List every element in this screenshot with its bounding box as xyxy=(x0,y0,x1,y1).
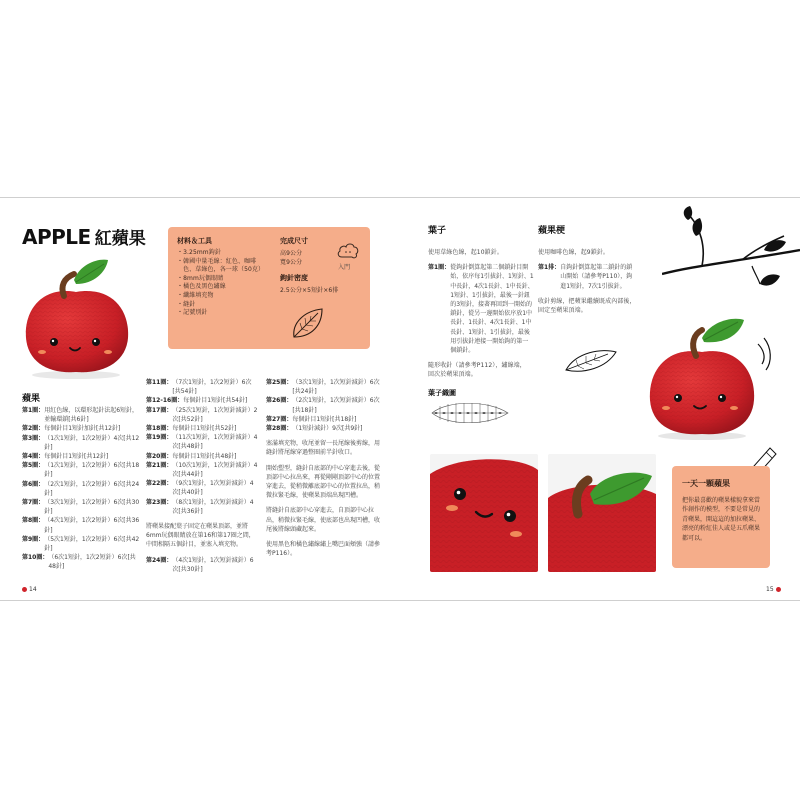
pattern-row: 第25圈： （3次1短針，1次短針減針）6次[共24針] xyxy=(266,379,380,396)
pattern-row: 第26圈： （2次1短針，1次短針減針）6次[共18針] xyxy=(266,397,380,414)
page-number-left: 14 xyxy=(22,586,37,593)
stem-section-title: 蘋果梗 xyxy=(538,226,566,236)
stem-instructions xyxy=(538,248,638,315)
cloud-icon xyxy=(336,241,360,261)
instruction-paragraph: 將縫針自底部中心穿進去，自頂部中心拉出，稍微拉緊毛線，使底部也出現凹槽，收尾後將線頭藏起來。 xyxy=(266,507,381,533)
material-item: 色、草綠色，各一球（50克） xyxy=(177,266,265,274)
leaf-stitch-diagram xyxy=(428,398,514,428)
pattern-row: 第27圈： 每個針目1短針[共18針] xyxy=(266,415,357,423)
material-item: ・8mm玩偶眼睛 xyxy=(177,274,224,282)
gauge-heading: 鉤針密度 xyxy=(280,274,308,283)
right-page xyxy=(400,198,800,601)
tip-title: 一天一顆蘋果 xyxy=(682,479,730,488)
leaf-diagram-title: 葉子織圖 xyxy=(428,389,456,397)
pattern-row: 第20圈： 每個針目1短針[共48針] xyxy=(146,452,237,460)
pattern-row: 第10圈： （6次1短針，1次2短針）6次[共48針] xyxy=(22,554,136,571)
left-page xyxy=(0,198,400,601)
pattern-row: 第17圈： （25次1短針，1次短針減針）2次[共52針] xyxy=(146,406,258,423)
instruction-paragraph: 塞滿填充物，收尾並留一長尾線後剪線，用縫針將尾線穿過整圈前半針收口。 xyxy=(266,440,381,457)
pattern-row: 第1圈： 從鉤針倒算起第二個鎖針目開始，依序每1引拔針、1短針、1中長針，4次1長針、1中長針、1短針、1引拔針，最後一針鈕的3短針，接著再回到一開始的鎖針，從另一邊開始依序放1中長針、1長針、4次1長針、1中長針、1短針、1引拔針，最後用引拔針連接一開始鉤的第一個鎖針。 xyxy=(428,264,534,355)
leaf-doodle-icon xyxy=(288,305,328,343)
leaf-doodle-small-icon xyxy=(562,346,618,376)
pattern-row: 第8圈： （4次1短針，1次2短針）6次[共36針] xyxy=(22,517,140,534)
tip-box xyxy=(672,466,770,568)
pattern-row: 第28圈： （1短針減針）9次[共9針] xyxy=(266,425,363,433)
title-english: APPLE xyxy=(22,225,91,249)
pattern-row: 第9圈： （5次1短針，1次2短針）6次[共42針] xyxy=(22,535,140,553)
section-title-apple: 蘋果 xyxy=(22,394,41,404)
material-item: ・纖維填充物 xyxy=(177,291,214,299)
pattern-column-1 xyxy=(22,406,140,572)
apple-photo-large xyxy=(632,314,772,442)
pattern-row: 第22圈： （9次1短針，1次短針減針）4次[共40針] xyxy=(146,480,254,497)
material-item: ・縫針 xyxy=(177,300,196,308)
size-line: 高9公分 xyxy=(280,250,303,257)
pattern-row: 第24圈： （4次1短針，1次短針減針）6次[共30針] xyxy=(146,556,254,573)
branch-doodle-icon xyxy=(662,206,800,310)
difficulty-label: 入門 xyxy=(338,264,351,271)
pattern-row: 第12-16圈： 每個針目1短針[共54針] xyxy=(146,397,248,405)
pattern-row: 第11圈： （7次1短針，1次2短針）6次[共54針] xyxy=(146,379,252,396)
pattern-row: 第7圈： （3次1短針，1次2短針）6次[共30針] xyxy=(22,499,140,516)
gauge-text: 2.5公分×5短針×6排 xyxy=(280,287,339,295)
pattern-row: 第1圈： 用紅色線，以環形起針法起6短針，並輸環鎖[共6針] xyxy=(22,407,139,424)
pattern-row: 第18圈： 每個針目1短針[共52針] xyxy=(146,425,237,433)
apple-closeup-photo xyxy=(430,454,538,572)
material-item: ・3.25mm鉤針 xyxy=(177,249,221,256)
material-item: ・韓國中量毛線：紅色、咖啡 xyxy=(177,257,257,265)
instruction-paragraph: 開始塑型，縫針自底部的中心穿進去後，從頂部中心拉出來，再從剛剛頂部中心的位置穿進去，從稍微離底部中心的位置拉出，稍微拉緊毛線，使蘋果頂端出現凹槽。 xyxy=(266,464,381,500)
book-spread xyxy=(0,197,800,601)
page-number-right: 15 xyxy=(766,586,781,593)
pattern-column-3 xyxy=(266,378,382,558)
material-item: ・記號別針 xyxy=(177,309,208,317)
stem-intro: 使用咖啡色線，起9鎖針。 xyxy=(538,249,610,256)
pattern-row: 第2圈： 每個針目1短針加針[共12針] xyxy=(22,425,121,433)
pattern-row: 第21圈： （10次1短針，1次短針減針）4次[共44針] xyxy=(146,461,258,479)
stem-note: 收針剪線，把蘋果繼續既成內部後，固定至蘋果頂端。 xyxy=(538,297,636,315)
size-heading: 完成尺寸 xyxy=(280,237,308,245)
pattern-column-2 xyxy=(146,378,258,574)
materials-box xyxy=(168,227,370,349)
instruction-paragraph: 使用黑色和橘色繡線繡上嘴巴面頰強（請參考P116）。 xyxy=(266,541,381,558)
material-item: ・橘色及黑色繡線 xyxy=(177,283,226,291)
leaf-intro: 使用草綠色線，起10鎖針。 xyxy=(428,249,503,256)
apple-bullet-icon xyxy=(776,587,781,592)
pattern-row: 第23圈： （8次1短針，1次短針減針）4次[共36針] xyxy=(146,498,254,515)
pattern-row: 第5圈： （1次1短針，1次2短針）6次[共18針] xyxy=(22,462,140,479)
materials-list xyxy=(177,236,273,318)
pattern-row: 第1排： 自鉤針倒算起第二鎖針的鎖山開始（請參考P110），鉤進1短針，7次1引拔針。 xyxy=(538,264,633,290)
stem-closeup-photo xyxy=(548,454,656,572)
apple-bullet-icon xyxy=(22,587,27,592)
size-line: 寬9公分 xyxy=(280,259,303,267)
pattern-row: 第4圈： 每個針目1短針[共12針] xyxy=(22,453,109,461)
leaf-section-title: 葉子 xyxy=(428,226,447,236)
pattern-row: 第3圈： （1次1短針，1次2短針）4次[共12針] xyxy=(22,434,140,451)
pattern-row: 第6圈： （2次1短針，1次2短針）6次[共24針] xyxy=(22,480,140,497)
title-chinese: 紅蘋果 xyxy=(94,229,146,249)
instruction-paragraph: 將蘋果接配葉子固定在蘋果頂部，並將6mm玩偶眼睛放在第16和第17圈之間，中間相隔五個針目，並塞入填充物。 xyxy=(146,523,255,549)
materials-heading: 材料＆工具 xyxy=(177,237,212,245)
leaf-instructions xyxy=(428,248,546,380)
pattern-row: 第19圈： （11次1短針，1次短針減針）4次[共48針] xyxy=(146,434,258,451)
apple-photo xyxy=(14,250,144,380)
leaf-note: 隨形收針（請參考P112），繡線端，回次於蘋果頂端。 xyxy=(428,362,526,379)
tip-text: 把你最喜歡的蘋果樣貌拿來當作創作的模型，不要是常見的青蘋果，開這這的加拉蘋果、漂亮的粉紅佳人或是五爪蘋果都可以。 xyxy=(682,497,761,542)
page-title xyxy=(22,224,146,249)
